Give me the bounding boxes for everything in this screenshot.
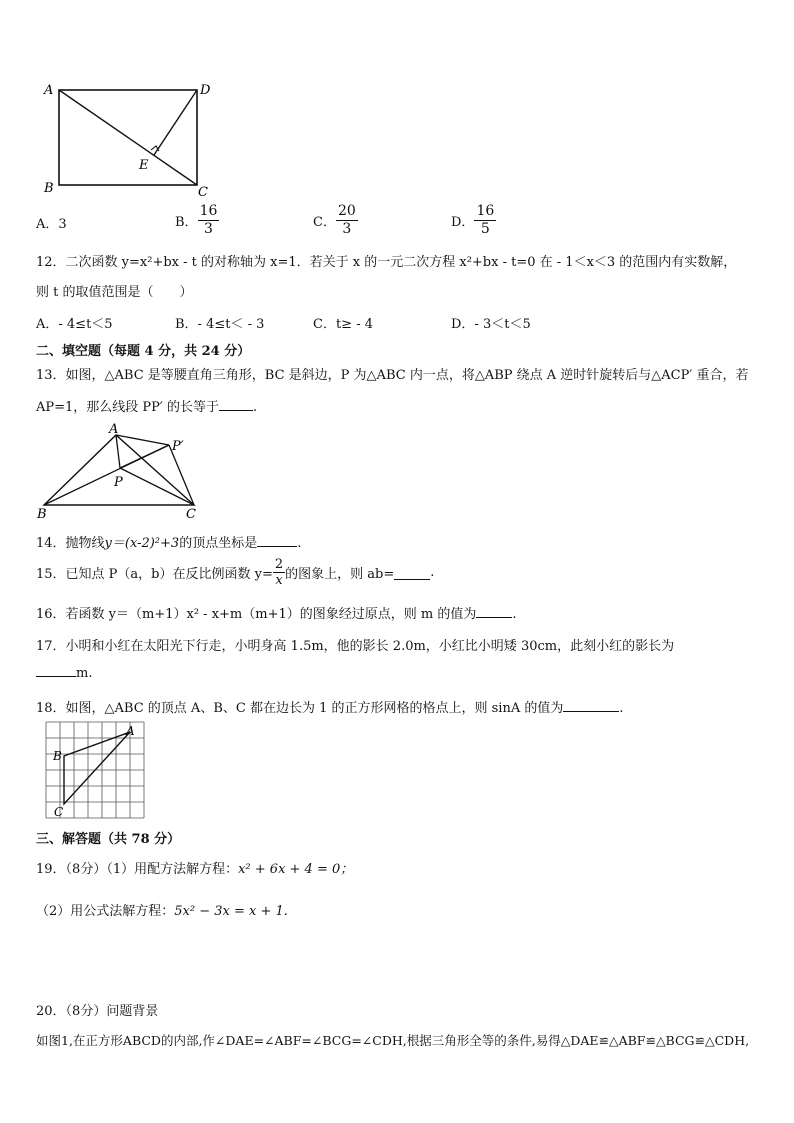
- q17-stem-line2: [36, 666, 92, 681]
- q15-answer-blank[interactable]: [394, 565, 430, 580]
- q14-expression: y＝(x-2)²+3: [104, 536, 180, 551]
- q11-option-b-numerator: 16: [199, 203, 218, 219]
- q19-equation2: 5x² − 3x = x + 1.: [174, 904, 288, 919]
- section-solve-heading: 三、解答题（共 78 分）: [36, 832, 181, 847]
- q19-part1: [36, 858, 353, 877]
- label-b: B: [44, 181, 54, 196]
- label-b: B: [37, 507, 47, 520]
- q11-option-c-fraction: [336, 203, 358, 238]
- q16-text: 16．若函数 y＝（m+1）x² - x+m（m+1）的图象经过原点，则 m 的值为: [36, 607, 477, 622]
- figure-rectangle-abcd: [38, 78, 228, 198]
- q14-prefix: 14．抛物线: [36, 536, 105, 551]
- q11-option-a[interactable]: [36, 213, 67, 232]
- q18-period: .: [619, 701, 624, 716]
- q11-option-c[interactable]: [313, 203, 358, 238]
- q12-option-d[interactable]: D．- 3＜t＜5: [451, 317, 531, 332]
- q12-option-c[interactable]: C．t≥ - 4: [313, 317, 373, 332]
- q14-period: .: [297, 536, 302, 551]
- segment-pc: [120, 468, 194, 505]
- q15-numerator: 2: [274, 557, 284, 572]
- diagonal-ac: [59, 90, 197, 185]
- figure-triangle-abc-p: [34, 420, 204, 520]
- q19-part2-text: （2）用公式法解方程：: [36, 904, 175, 919]
- figure-grid-triangle: [40, 718, 150, 822]
- q18-answer-blank[interactable]: [563, 711, 619, 712]
- q11-option-d-fraction: [474, 203, 496, 238]
- q19-part2: [36, 900, 288, 919]
- segment-bp-prime: [44, 445, 169, 505]
- q17-unit: m.: [76, 666, 93, 681]
- q12-stem-line1: 12．二次函数 y=x²+bx - t 的对称轴为 x=1．若关于 x 的一元二次方程 x²+bx - t=0 在 - 1＜x＜3 的范围内有实数解，: [36, 255, 737, 270]
- q15-fraction: [273, 557, 285, 588]
- q18-text: 18．如图，△ABC 的顶点 A、B、C 都在边长为 1 的正方形网格的格点上，则 sinA 的值为: [36, 701, 564, 716]
- q11-option-a-label: A．: [36, 217, 59, 232]
- q17-answer-blank[interactable]: [36, 676, 76, 677]
- q11-option-b[interactable]: [175, 203, 219, 238]
- label-p-prime: P′: [172, 439, 184, 454]
- label-c: C: [54, 805, 64, 819]
- label-c: C: [198, 185, 208, 198]
- label-b: B: [53, 749, 62, 763]
- section-fill-in-heading: 二、填空题（每题 4 分，共 24 分）: [36, 344, 251, 359]
- q14-answer-blank[interactable]: [257, 546, 297, 547]
- q18-stem: [36, 697, 624, 716]
- segment-de: [154, 90, 197, 155]
- q15-period: .: [430, 565, 435, 580]
- q13-stem-line2: [36, 396, 257, 415]
- q15-stem: [36, 557, 434, 588]
- label-p: P: [114, 475, 123, 490]
- q20-title: 20．（8分）问题背景: [36, 1004, 159, 1019]
- q11-option-c-label: C．: [313, 215, 336, 230]
- q16-stem: [36, 603, 516, 622]
- q11-option-c-numerator: 20: [337, 203, 356, 219]
- label-a: A: [126, 724, 135, 738]
- label-a: A: [109, 422, 119, 437]
- q14-suffix: 的顶点坐标是: [179, 536, 258, 551]
- q11-option-b-fraction: [198, 203, 220, 238]
- label-d: D: [200, 83, 211, 98]
- q11-option-a-value: 3: [58, 217, 67, 232]
- label-a: A: [44, 83, 54, 98]
- q19-equation1: x² + 6x + 4 = 0；: [238, 862, 354, 877]
- q15-prefix: 15．已知点 P（a，b）在反比例函数 y=: [36, 567, 273, 582]
- q16-period: .: [512, 607, 517, 622]
- q11-option-d-label: D．: [451, 215, 475, 230]
- label-c: C: [186, 507, 196, 520]
- q12-option-a[interactable]: A．- 4≤t＜5: [36, 317, 113, 332]
- q13-stem-line1: 13．如图，△ABC 是等腰直角三角形，BC 是斜边，P 为△ABC 内一点，将△ABP 绕点 A 逆时针旋转后与△ACP′ 重合，若: [36, 368, 749, 383]
- q20-stem-line1: 如图1,在正方形ABCD的内部,作∠DAE=∠ABF=∠BCG=∠CDH,根据三角形全等的条件,易得△DAE≌△ABF≌△BCG≌△CDH,: [36, 1033, 750, 1048]
- q15-denominator: x: [275, 573, 283, 588]
- q11-option-b-label: B．: [175, 215, 198, 230]
- q19-part1-text: 19．（8分）（1）用配方法解方程：: [36, 862, 239, 877]
- q13-answer-blank[interactable]: [219, 410, 253, 411]
- q11-option-d-denominator: 5: [480, 221, 490, 237]
- segment-ap: [116, 435, 120, 468]
- q14-stem: [36, 532, 301, 551]
- q15-suffix: 的图象上，则 ab=: [285, 567, 395, 582]
- q17-stem-line1: 17．小明和小红在太阳光下行走，小明身高 1.5m，他的影长 2.0m，小红比小明矮 30cm，此刻小红的影长为: [36, 639, 675, 654]
- q13-stem-text: AP=1，那么线段 PP′ 的长等于: [36, 400, 220, 415]
- q11-option-d[interactable]: [451, 203, 496, 238]
- q13-period: .: [253, 400, 258, 415]
- label-e: E: [139, 158, 149, 173]
- q11-option-b-denominator: 3: [204, 221, 213, 237]
- segment-cp-prime: [169, 445, 194, 505]
- q12-option-b[interactable]: B．- 4≤t＜ - 3: [175, 317, 265, 332]
- q11-option-d-numerator: 16: [476, 203, 495, 219]
- segment-ap-prime: [116, 435, 169, 445]
- q16-answer-blank[interactable]: [476, 617, 512, 618]
- q11-option-c-denominator: 3: [342, 221, 352, 237]
- q12-stem-line2: 则 t 的取值范围是（ ）: [36, 285, 193, 300]
